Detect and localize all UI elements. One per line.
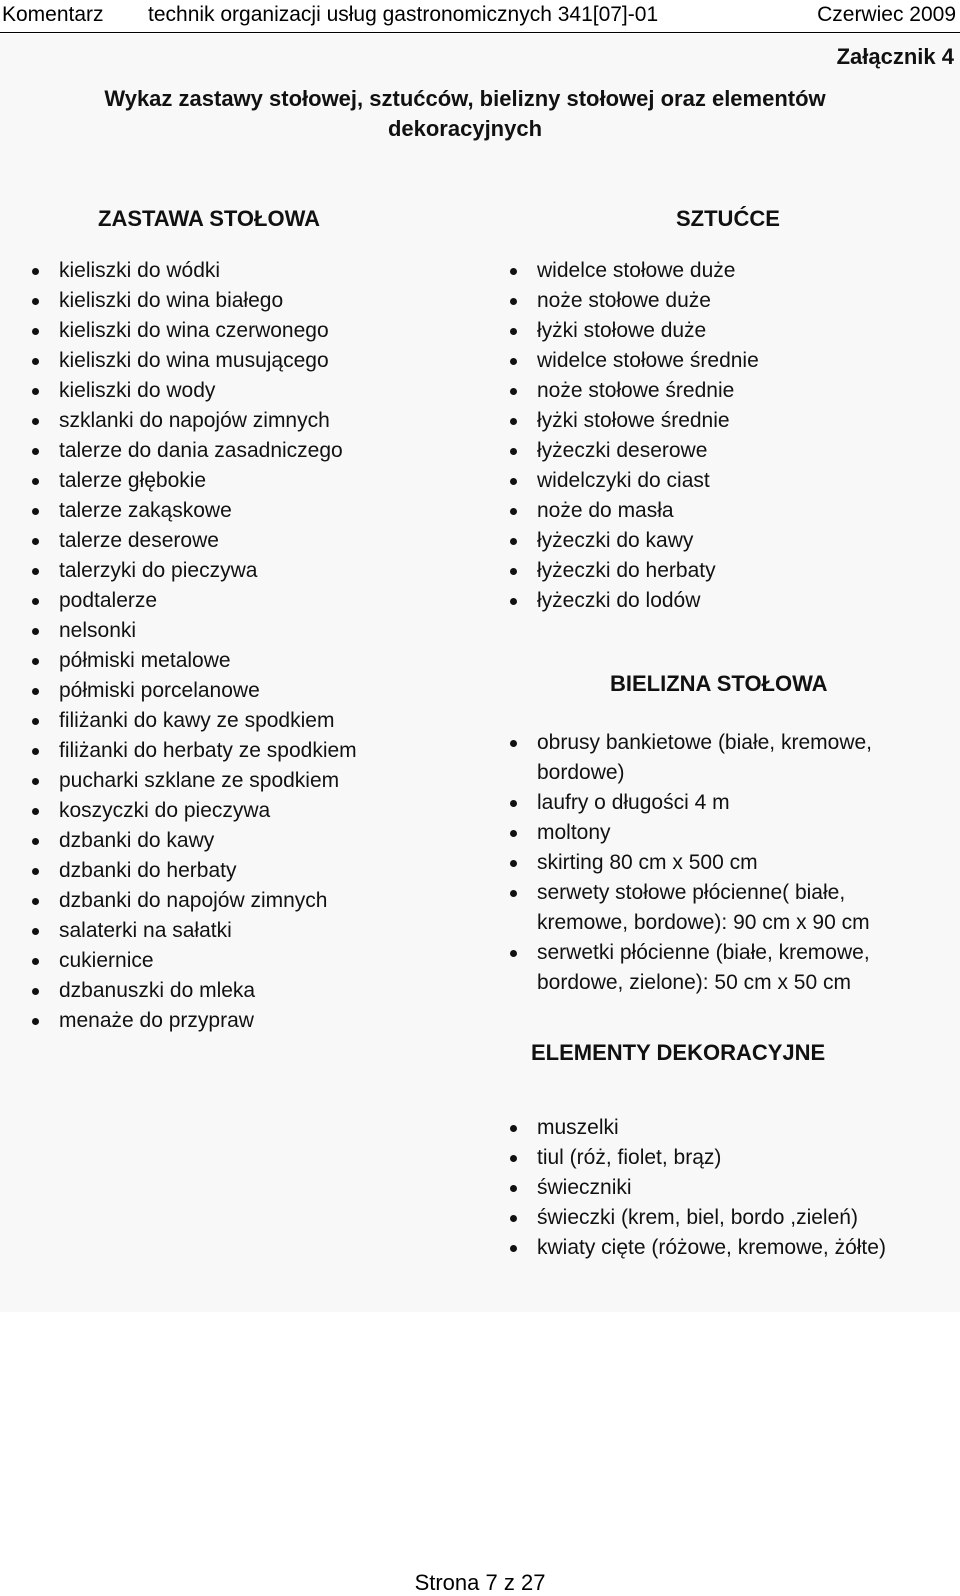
list-item: salaterki na sałatki (30, 916, 500, 946)
list-item: podtalerze (30, 586, 500, 616)
list-item: talerze głębokie (30, 466, 500, 496)
list-item: nelsonki (30, 616, 500, 646)
document-title (30, 84, 900, 144)
list-item: świeczniki (508, 1173, 940, 1203)
list-item: kwiaty cięte (różowe, kremowe, żółte) (508, 1233, 940, 1263)
list-item: obrusy bankietowe (białe, kremowe, bordowe) (508, 728, 940, 788)
list-item: cukiernice (30, 946, 500, 976)
list-item: kieliszki do wódki (30, 256, 500, 286)
list-item: talerze deserowe (30, 526, 500, 556)
list-item: dzbanki do kawy (30, 826, 500, 856)
list-item: świeczki (krem, biel, bordo ,zieleń) (508, 1203, 940, 1233)
list-item: widelczyki do ciast (508, 466, 938, 496)
list-item: noże do masła (508, 496, 938, 526)
list-item: łyżeczki do herbaty (508, 556, 938, 586)
header-center: technik organizacji usług gastronomicznych 341[07]-01 (148, 3, 659, 26)
list-item: filiżanki do herbaty ze spodkiem (30, 736, 500, 766)
list-dekoracje (508, 1113, 940, 1263)
list-item: noże stołowe średnie (508, 376, 938, 406)
list-sztucce (508, 256, 938, 616)
title-line-2: dekoracyjnych (387, 116, 543, 141)
list-item: serwetki płócienne (białe, kremowe, bordowe, zielone): 50 cm x 50 cm (508, 938, 940, 998)
list-item: talerze zakąskowe (30, 496, 500, 526)
list-item: pucharki szklane ze spodkiem (30, 766, 500, 796)
list-item: łyżki stołowe średnie (508, 406, 938, 436)
list-item: noże stołowe duże (508, 286, 938, 316)
section-title-dekoracje: ELEMENTY DEKORACYJNE (531, 1040, 826, 1065)
list-item: łyżki stołowe duże (508, 316, 938, 346)
list-item: talerzyki do pieczywa (30, 556, 500, 586)
header-right: Czerwiec 2009 (817, 3, 956, 26)
list-item: kieliszki do wina czerwonego (30, 316, 500, 346)
list-item: skirting 80 cm x 500 cm (508, 848, 940, 878)
list-bielizna (508, 728, 940, 998)
section-title-bielizna: BIELIZNA STOŁOWA (610, 671, 828, 696)
title-line-1: Wykaz zastawy stołowej, sztućców, bielizny stołowej oraz elementów (104, 86, 826, 111)
list-item: łyżeczki do lodów (508, 586, 938, 616)
list-item: łyżeczki do kawy (508, 526, 938, 556)
list-item: talerze do dania zasadniczego (30, 436, 500, 466)
page-header (0, 0, 960, 33)
list-item: kieliszki do wina musującego (30, 346, 500, 376)
list-item: widelce stołowe średnie (508, 346, 938, 376)
list-zastawa (30, 256, 500, 1036)
annex-label: Załącznik 4 (836, 44, 954, 69)
list-item: filiżanki do kawy ze spodkiem (30, 706, 500, 736)
list-item: łyżeczki deserowe (508, 436, 938, 466)
list-item: kieliszki do wina białego (30, 286, 500, 316)
list-item: półmiski porcelanowe (30, 676, 500, 706)
list-item: kieliszki do wody (30, 376, 500, 406)
list-item: tiul (róż, fiolet, brąz) (508, 1143, 940, 1173)
list-item: dzbanki do herbaty (30, 856, 500, 886)
header-left: Komentarz (2, 3, 104, 26)
list-item: laufry o długości 4 m (508, 788, 940, 818)
list-item: koszyczki do pieczywa (30, 796, 500, 826)
section-title-sztucce: SZTUĆCE (676, 206, 780, 231)
list-item: dzbanki do napojów zimnych (30, 886, 500, 916)
list-item: menaże do przypraw (30, 1006, 500, 1036)
list-item: widelce stołowe duże (508, 256, 938, 286)
list-item: serwety stołowe płócienne( białe, kremowe, bordowe): 90 cm x 90 cm (508, 878, 940, 938)
list-item: półmiski metalowe (30, 646, 500, 676)
list-item: dzbanuszki do mleka (30, 976, 500, 1006)
list-item: moltony (508, 818, 940, 848)
list-item: muszelki (508, 1113, 940, 1143)
list-item: szklanki do napojów zimnych (30, 406, 500, 436)
section-title-zastawa: ZASTAWA STOŁOWA (98, 206, 321, 231)
page-number: Strona 7 z 27 (414, 1570, 546, 1595)
